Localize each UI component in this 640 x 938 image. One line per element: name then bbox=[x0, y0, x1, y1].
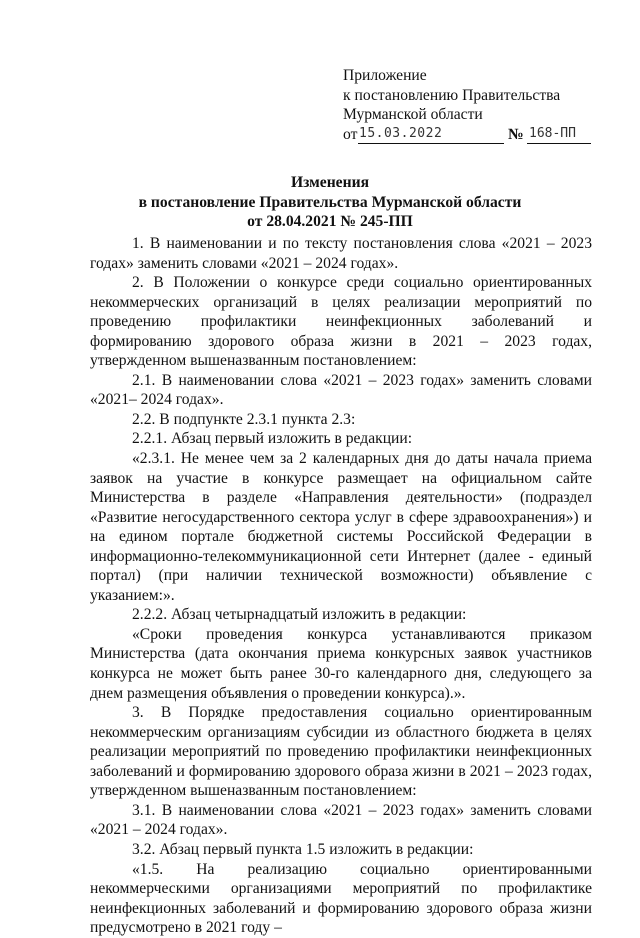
appendix-label: Приложение bbox=[343, 67, 427, 84]
appendix-date: 15.03.2022 bbox=[358, 125, 504, 144]
paragraph-3-2: 3.2. Абзац первый пункта 1.5 изложить в редакции: bbox=[132, 840, 474, 858]
paragraph-1: 1. В наименовании и по тексту постановления слова «2021 – 2023 годах» заменить словами «2021 – 2024 годах». bbox=[90, 235, 592, 272]
appendix-number: 168-ПП bbox=[527, 125, 591, 144]
paragraph-1-5-quote: «1.5. На реализацию социально ориентированными некоммерческими организациями мероприятий по профилактике неинфекционных заболеваний и формированию здорового образа жизни предусмотрено в 2021 году – bbox=[90, 860, 592, 937]
paragraph-2-2: 2.2. В подпункте 2.3.1 пункта 2.3: bbox=[132, 410, 356, 428]
paragraph-2: 2. В Положении о конкурсе среди социально ориентированных некоммерческих организаций в целях реализации мероприятий по проведению профилактики неинфекционных заболеваний и формированию здорового образа жизни в 2021 – 2023 годах, утвержденном вышеназванным постановлением: bbox=[90, 274, 592, 370]
paragraph-2-2-2: 2.2.2. Абзац четырнадцатый изложить в редакции: bbox=[132, 606, 467, 624]
paragraph-deadline-quote: «Сроки проведения конкурса устанавливаются приказом Министерства (дата окончания приема конкурсных заявок участников конкурса не может быть ранее 30-го календарного дня, следующего за днем размещения объявления о проведении конкурса).». bbox=[90, 625, 592, 702]
appendix-block bbox=[343, 66, 593, 145]
document-title bbox=[60, 173, 600, 232]
paragraph-2-3-1-quote: «2.3.1. Не менее чем за 2 календарных дня до даты начала приема заявок на участие в конкурсе размещает на официальном сайте Министерства в разделе «Направления деятельности» (подраздел «Развитие негосударственного сектора услуг в сфере здравоохранения») и на едином портале бюджетной системы Российской Федерации в информационно-телекоммуникационной сети Интернет (далее - единый портал) (при наличии технической возможности) объявление с указанием:». bbox=[90, 450, 592, 604]
appendix-date-line bbox=[343, 125, 593, 145]
title-line-1: Изменения bbox=[290, 174, 370, 191]
title-line-3: от 28.04.2021 № 245-ПП bbox=[247, 213, 413, 230]
paragraph-3-1: 3.1. В наименовании слова «2021 – 2023 годах» заменить словами «2021 – 2024 годах». bbox=[90, 801, 592, 839]
title-line-2: в постановление Правительства Мурманской области bbox=[138, 193, 522, 211]
appendix-ot: от bbox=[343, 125, 358, 143]
appendix-number-sign: № bbox=[508, 125, 524, 143]
paragraph-2-1: 2.1. В наименовании слова «2021 – 2023 годах» заменить словами «2021– 2024 годах». bbox=[90, 371, 592, 409]
paragraph-2-2-1: 2.2.1. Абзац первый изложить в редакции: bbox=[132, 430, 413, 448]
appendix-resolution-ref: к постановлению Правительства bbox=[343, 86, 561, 104]
document-body bbox=[90, 234, 592, 938]
appendix-region: Мурманской области bbox=[343, 106, 483, 123]
paragraph-3: 3. В Порядке предоставления социально ориентированным некоммерческим организациям субсидии из областного бюджета в целях реализации мероприятий по проведению профилактики неинфекционных заболеваний и формированию здорового образа жизни в 2021 – 2023 годах, утвержденном вышеназванным постановлением: bbox=[90, 704, 592, 800]
